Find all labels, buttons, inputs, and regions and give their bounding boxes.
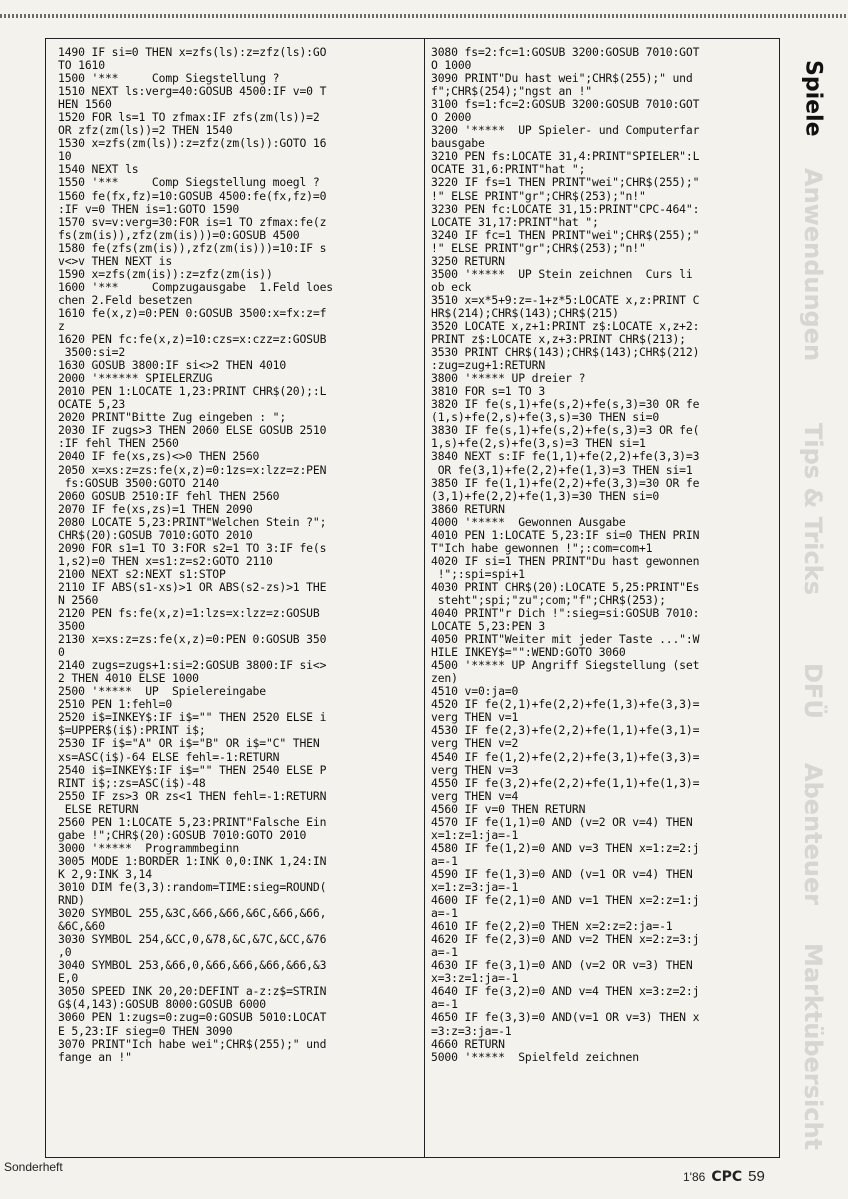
right-code-line: 3500 '***** UP Stein zeichnen Curs li: [431, 266, 693, 281]
left-code-line: 2050 x=xs:z=zs:fe(x,z)=0:1zs=x:lzz=z:PEN: [58, 462, 327, 477]
left-code-line: 1520 FOR ls=1 TO zfmax:IF zfs(zm(ls))=2: [58, 110, 320, 125]
left-code-line: 3020 SYMBOL 255,&3C,&66,&66,&6C,&66,&66,: [58, 906, 327, 921]
left-code-line: 3060 PEN 1:zugs=0:zug=0:GOSUB 5010:LOCAT: [58, 1010, 327, 1025]
left-code-line: 3050 SPEED INK 20,20:DEFINT a-z:z$=STRIN: [58, 984, 327, 999]
right-code-line: 4640 IF fe(3,2)=0 AND v=4 THEN x=3:z=2:j: [431, 984, 700, 999]
right-code-line: 3090 PRINT"Du hast wei";CHR$(255);" und: [431, 71, 693, 86]
footer-issue-info: [683, 1168, 765, 1185]
sidebar-item-abenteuer: Abenteuer: [799, 763, 827, 906]
right-code-line: OCATE 31,6:PRINT"hat ";: [431, 162, 586, 177]
left-code-line: fange an !": [58, 1049, 132, 1064]
right-code-line: !";:spi=spi+1: [431, 566, 525, 581]
right-code-line: x=3:z=1:ja=-1: [431, 971, 519, 986]
top-dotted-rule: [0, 14, 848, 18]
right-code-line: 3230 PEN fc:LOCATE 31,15:PRINT"CPC-464":: [431, 201, 700, 216]
right-code-line: 4580 IF fe(1,2)=0 AND v=3 THEN x=1:z=2:j: [431, 840, 700, 855]
left-code-line: N 2560: [58, 592, 99, 607]
left-code-line: 2120 PEN fs:fe(x,z)=1:lzs=x:lzz=z:GOSUB: [58, 606, 320, 621]
left-code-line: 2530 IF i$="A" OR i$="B" OR i$="C" THEN: [58, 736, 320, 751]
right-code-line: 5000 '***** Spielfeld zeichnen: [431, 1049, 639, 1064]
right-code-line: O 2000: [431, 110, 472, 125]
right-code-line: 3200 '***** UP Spieler- und Computerfar: [431, 123, 700, 138]
left-code-line: 3500: [58, 619, 85, 634]
left-code-line: OCATE 5,23: [58, 397, 126, 412]
right-code-line: 4600 IF fe(2,1)=0 AND v=1 THEN x=2:z=1:j: [431, 893, 700, 908]
right-code-line: 3240 IF fc=1 THEN PRINT"wei";CHR$(255);": [431, 227, 700, 242]
right-code-line: 3510 x=x*5+9:z=-1+z*5:LOCATE x,z:PRINT C: [431, 292, 700, 307]
right-code-line: LOCATE 31,17:PRINT"hat ";: [431, 214, 599, 229]
footer-publication: Sonderheft: [4, 1160, 63, 1174]
right-code-line: 4530 IF fe(2,3)+fe(2,2)+fe(1,1)+fe(3,1)=: [431, 723, 700, 738]
sidebar-item-marktuebersicht: Marktübersicht: [799, 943, 827, 1151]
right-code-line: 4010 PEN 1:LOCATE 5,23:IF si=0 THEN PRIN: [431, 527, 700, 542]
left-code-line: E,0: [58, 971, 79, 986]
left-code-line: 1570 sv=v:verg=30:FOR is=1 TO zfmax:fe(z: [58, 214, 327, 229]
left-code-line: 2550 IF zs>3 OR zs<1 THEN fehl=-1:RETURN: [58, 788, 327, 803]
left-code-line: G$(4,143):GOSUB 8000:GOSUB 6000: [58, 997, 266, 1012]
right-code-line: 4650 IF fe(3,3)=0 AND(v=1 OR v=3) THEN x: [431, 1010, 700, 1025]
left-code-line: :IF v=0 THEN is=1:GOTO 1590: [58, 201, 240, 216]
left-code-line: 1490 IF si=0 THEN x=zfs(ls):z=zfz(ls):GO: [58, 46, 327, 59]
footer-brand: CPC: [711, 1169, 743, 1185]
right-code-line: PRINT z$:LOCATE x,z+3:PRINT CHR$(213);: [431, 332, 686, 347]
left-code-line: E 5,23:IF sieg=0 THEN 3090: [58, 1023, 233, 1038]
column-divider: [424, 38, 425, 1158]
left-code-line: K 2,9:INK 3,14: [58, 866, 152, 881]
left-code-line: 1560 fe(fx,fz)=10:GOSUB 4500:fe(fx,fz)=0: [58, 188, 327, 203]
left-code-line: HEN 1560: [58, 97, 112, 112]
right-code-line: steht";spi;"zu";com;"f";CHR$(253);: [431, 592, 666, 607]
right-code-line: 4030 PRINT CHR$(20):LOCATE 5,25:PRINT"Es: [431, 579, 700, 594]
right-code-line: (3,1)+fe(2,2)+fe(1,3)=30 THEN si=0: [431, 488, 660, 503]
left-code-line: 0: [58, 645, 65, 660]
left-code-line: 1580 fe(zfs(zm(is)),zfz(zm(is)))=10:IF s: [58, 240, 327, 255]
left-code-line: RINT i$;:zs=ASC(i$)-48: [58, 775, 206, 790]
left-code-line: chen 2.Feld besetzen: [58, 292, 193, 307]
sidebar-item-dfu: DFÜ: [799, 663, 827, 719]
section-sidebar: [788, 38, 838, 1158]
left-code-line: 2010 PEN 1:LOCATE 1,23:PRINT CHR$(20);:L: [58, 384, 327, 399]
right-code-line: 4610 IF fe(2,2)=0 THEN x=2:z=2:ja=-1: [431, 919, 673, 934]
right-code-line: a=-1: [431, 853, 458, 868]
right-code-line: 3100 fs=1:fc=2:GOSUB 3200:GOSUB 7010:GOT: [431, 97, 700, 112]
left-code-line: 3040 SYMBOL 253,&66,0,&66,&66,&66,&66,&3: [58, 958, 327, 973]
right-code-line: a=-1: [431, 945, 458, 960]
left-code-line: xs=ASC(i$)-64 ELSE fehl=-1:RETURN: [58, 749, 280, 764]
right-code-line: 3860 RETURN: [431, 501, 505, 516]
left-code-line: OR zfz(zm(ls))=2 THEN 1540: [58, 123, 233, 138]
left-code-line: 2540 i$=INKEY$:IF i$="" THEN 2540 ELSE P: [58, 762, 327, 777]
right-code-line: T"Ich habe gewonnen !";:com=com+1: [431, 540, 653, 555]
right-code-line: 4540 IF fe(1,2)+fe(2,2)+fe(3,1)+fe(3,3)=: [431, 749, 700, 764]
right-code-line: 4630 IF fe(3,1)=0 AND (v=2 OR v=3) THEN: [431, 958, 693, 973]
right-code-line: 4500 '***** UP Angriff Siegstellung (set: [431, 658, 700, 673]
right-code-line: 4560 IF v=0 THEN RETURN: [431, 801, 586, 816]
left-code-line: :IF fehl THEN 2560: [58, 436, 179, 451]
page-number: 59: [748, 1168, 765, 1185]
right-code-line: ob eck: [431, 279, 472, 294]
right-code-line: 4510 v=0:ja=0: [431, 684, 519, 699]
left-code-line: 2140 zugs=zugs+1:si=2:GOSUB 3800:IF si<>: [58, 658, 327, 673]
right-code-line: 3220 IF fs=1 THEN PRINT"wei";CHR$(255);": [431, 175, 700, 190]
right-code-line: 3800 '***** UP dreier ?: [431, 371, 586, 386]
right-code-line: 4570 IF fe(1,1)=0 AND (v=2 OR v=4) THEN: [431, 814, 693, 829]
right-code-line: 3850 IF fe(1,1)+fe(2,2)+fe(3,3)=30 OR fe: [431, 475, 700, 490]
left-code-line: 2080 LOCATE 5,23:PRINT"Welchen Stein ?";: [58, 514, 327, 529]
right-code-line: 4020 IF si=1 THEN PRINT"Du hast gewonnen: [431, 553, 700, 568]
right-code-line: 4000 '***** Gewonnen Ausgabe: [431, 514, 626, 529]
right-code-line: LOCATE 5,23:PEN 3: [431, 619, 546, 634]
left-code-line: fs(zm(is)),zfz(zm(is)))=0:GOSUB 4500: [58, 227, 300, 242]
right-code-line: 1,s)+fe(2,s)+fe(3,s)=3 THEN si=1: [431, 436, 646, 451]
right-code-line: !" ELSE PRINT"gr";CHR$(253);"n!": [431, 240, 646, 255]
right-code-line: 4520 IF fe(2,1)+fe(2,2)+fe(1,3)+fe(3,3)=: [431, 697, 700, 712]
sidebar-item-tips-tricks: Tips & Tricks: [799, 423, 827, 595]
right-code-line: a=-1: [431, 997, 458, 1012]
left-code-line: 3005 MODE 1:BORDER 1:INK 0,0:INK 1,24:IN: [58, 853, 327, 868]
left-code-line: 2110 IF ABS(s1-xs)>1 OR ABS(s2-zs)>1 THE: [58, 579, 327, 594]
left-code-line: 1540 NEXT ls: [58, 162, 139, 177]
left-code-line: 2090 FOR s1=1 TO 3:FOR s2=1 TO 3:IF fe(s: [58, 540, 327, 555]
left-code-line: v<>v THEN NEXT is: [58, 253, 173, 268]
left-code-line: 2510 PEN 1:fehl=0: [58, 697, 173, 712]
left-code-line: $=UPPER$(i$):PRINT i$;: [58, 723, 206, 738]
right-code-line: 3810 FOR s=1 TO 3: [431, 384, 546, 399]
left-code-line: 3000 '***** Programmbeginn: [58, 840, 240, 855]
right-code-line: HR$(214);CHR$(143);CHR$(215): [431, 305, 619, 320]
left-code-line: 2130 x=xs:z=zs:fe(x,z)=0:PEN 0:GOSUB 350: [58, 632, 327, 647]
right-code-line: verg THEN v=1: [431, 710, 519, 725]
right-code-line: OR fe(3,1)+fe(2,2)+fe(1,3)=3 THEN si=1: [431, 462, 693, 477]
left-code-line: fs:GOSUB 3500:GOTO 2140: [58, 475, 219, 490]
right-code-line: 3080 fs=2:fc=1:GOSUB 3200:GOSUB 7010:GOT: [431, 46, 700, 59]
left-code-line: 1550 '*** Comp Siegstellung moegl ?: [58, 175, 320, 190]
left-code-line: 1510 NEXT ls:verg=40:GOSUB 4500:IF v=0 T: [58, 84, 327, 99]
left-code-line: 2020 PRINT"Bitte Zug eingeben : ";: [58, 410, 287, 425]
left-code-line: 3010 DIM fe(3,3):random=TIME:sieg=ROUND(: [58, 880, 327, 894]
left-code-line: 10: [58, 149, 72, 164]
right-code-line: 3530 PRINT CHR$(143);CHR$(143);CHR$(212): [431, 345, 700, 360]
left-code-line: RND): [58, 893, 85, 908]
left-code-line: 2030 IF zugs>3 THEN 2060 ELSE GOSUB 2510: [58, 423, 327, 438]
right-code-line: zen): [431, 671, 458, 686]
right-code-line: 4660 RETURN: [431, 1036, 505, 1051]
right-code-line: 3520 LOCATE x,z+1:PRINT z$:LOCATE x,z+2:: [431, 318, 700, 333]
left-code-line: 1600 '*** Compzugausgabe 1.Feld loes: [58, 279, 334, 294]
left-code-line: ELSE RETURN: [58, 801, 139, 816]
sidebar-item-anwendungen: Anwendungen: [799, 168, 827, 362]
left-code-line: 2000 '****** SPIELERZUG: [58, 371, 213, 386]
left-code-line: 3070 PRINT"Ich habe wei";CHR$(255);" und: [58, 1036, 327, 1051]
right-code-line: (1,s)+fe(2,s)+fe(3,s)=30 THEN si=0: [431, 410, 660, 425]
left-code-line: 1,s2)=0 THEN x=s1:z=s2:GOTO 2110: [58, 553, 273, 568]
listing-right-column: [431, 46, 771, 1150]
right-code-line: verg THEN v=4: [431, 788, 519, 803]
right-code-line: !" ELSE PRINT"gr";CHR$(253);"n!": [431, 188, 646, 203]
left-code-line: 1500 '*** Comp Siegstellung ?: [58, 71, 280, 86]
left-code-line: 2070 IF fe(xs,zs)=1 THEN 2090: [58, 501, 253, 516]
right-code-line: 3210 PEN fs:LOCATE 31,4:PRINT"SPIELER":L: [431, 149, 700, 164]
right-code-line: 4550 IF fe(3,2)+fe(2,2)+fe(1,1)+fe(1,3)=: [431, 775, 700, 790]
left-code-line: z: [58, 318, 65, 333]
left-code-line: 1610 fe(x,z)=0:PEN 0:GOSUB 3500:x=fx:z=f: [58, 305, 327, 320]
left-code-line: 2 THEN 4010 ELSE 1000: [58, 671, 199, 686]
sidebar-active-section: Spiele: [800, 60, 826, 137]
left-code-line: 2060 GOSUB 2510:IF fehl THEN 2560: [58, 488, 280, 503]
right-code-line: 4050 PRINT"Weiter mit jeder Taste ...":W: [431, 632, 700, 647]
left-code-line: 1630 GOSUB 3800:IF si<>2 THEN 4010: [58, 358, 287, 373]
right-code-line: 4590 IF fe(1,3)=0 AND (v=1 OR v=4) THEN: [431, 866, 693, 881]
left-code-line: 2500 '***** UP Spielereingabe: [58, 684, 266, 699]
footer-issue: 1'86: [683, 1170, 706, 1184]
right-code-line: HILE INKEY$="":WEND:GOTO 3060: [431, 645, 626, 660]
right-code-line: O 1000: [431, 58, 472, 73]
left-code-line: 2040 IF fe(xs,zs)<>0 THEN 2560: [58, 449, 260, 464]
right-code-line: 3840 NEXT s:IF fe(1,1)+fe(2,2)+fe(3,3)=3: [431, 449, 700, 464]
right-code-line: bausgabe: [431, 136, 485, 151]
right-code-line: =3:z=3:ja=-1: [431, 1023, 512, 1038]
left-code-line: 1620 PEN fc:fe(x,z)=10:czs=x:czz=z:GOSUB: [58, 332, 327, 347]
right-code-line: :zug=zug+1:RETURN: [431, 358, 546, 373]
left-code-line: ,0: [58, 945, 72, 960]
left-code-line: 3030 SYMBOL 254,&CC,0,&78,&C,&7C,&CC,&76: [58, 932, 327, 947]
right-code-line: verg THEN v=2: [431, 736, 519, 751]
right-code-line: 4040 PRINT"r Dich !":sieg=si:GOSUB 7010:: [431, 606, 700, 621]
left-code-line: TO 1610: [58, 58, 105, 73]
left-code-line: 1530 x=zfs(zm(ls)):z=zfz(zm(ls)):GOTO 16: [58, 136, 327, 151]
right-code-line: x=1:z=1:ja=-1: [431, 827, 519, 842]
right-code-line: f";CHR$(254);"ngst an !": [431, 84, 592, 99]
right-code-line: 3830 IF fe(s,1)+fe(s,2)+fe(s,3)=3 OR fe(: [431, 423, 700, 438]
right-code-line: 3820 IF fe(s,1)+fe(s,2)+fe(s,3)=30 OR fe: [431, 397, 700, 412]
right-code-line: verg THEN v=3: [431, 762, 519, 777]
right-code-line: 3250 RETURN: [431, 253, 505, 268]
left-code-line: 2100 NEXT s2:NEXT s1:STOP: [58, 566, 226, 581]
left-code-line: 2520 i$=INKEY$:IF i$="" THEN 2520 ELSE i: [58, 710, 327, 725]
right-code-line: a=-1: [431, 906, 458, 921]
left-code-line: gabe !";CHR$(20):GOSUB 7010:GOTO 2010: [58, 827, 307, 842]
left-code-line: CHR$(20):GOSUB 7010:GOTO 2010: [58, 527, 253, 542]
listing-left-column: [58, 46, 418, 1150]
left-code-line: &6C,&60: [58, 919, 105, 934]
left-code-line: 1590 x=zfs(zm(is)):z=zfz(zm(is)): [58, 266, 273, 281]
left-code-line: 3500:si=2: [58, 345, 126, 360]
right-code-line: 4620 IF fe(2,3)=0 AND v=2 THEN x=2:z=3:j: [431, 932, 700, 947]
right-code-line: x=1:z=3:ja=-1: [431, 880, 519, 894]
left-code-line: 2560 PEN 1:LOCATE 5,23:PRINT"Falsche Ein: [58, 814, 327, 829]
